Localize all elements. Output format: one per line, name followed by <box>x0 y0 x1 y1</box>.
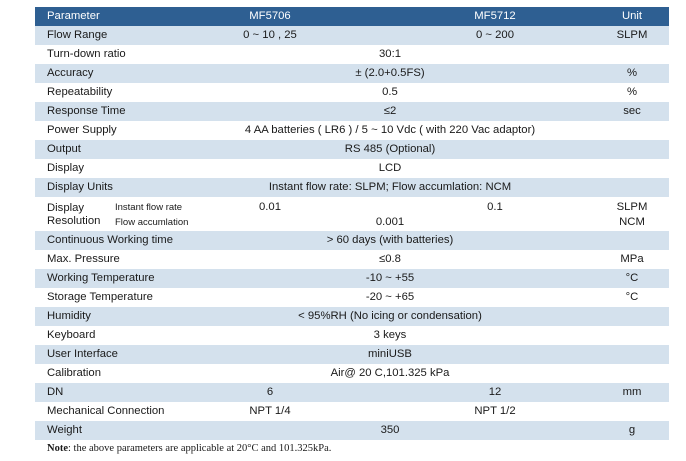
header-model-mf5712: MF5712 <box>474 10 516 22</box>
table-row <box>35 121 669 140</box>
row-value: 30:1 <box>379 48 401 60</box>
row-param: Accuracy <box>47 67 94 79</box>
table-row <box>35 159 669 178</box>
table-row <box>35 26 669 45</box>
row-param: User Interface <box>47 348 118 360</box>
row-param: Continuous Working time <box>47 234 173 246</box>
row-param: Power Supply <box>47 124 117 136</box>
row-param: Turn-down ratio <box>47 48 126 60</box>
table-row <box>35 402 669 421</box>
table-row <box>35 421 669 440</box>
row-value-mf5706: 0 ~ 10 , 25 <box>243 29 297 41</box>
row-value: miniUSB <box>368 348 412 360</box>
row-param: Max. Pressure <box>47 253 120 265</box>
row-unit: °C <box>625 272 639 284</box>
table-row <box>35 364 669 383</box>
table-row <box>35 288 669 307</box>
row-value-mf5712: NPT 1/2 <box>474 405 516 417</box>
row-value: 0.001 <box>375 216 405 228</box>
row-value: > 60 days (with batteries) <box>326 234 454 246</box>
row-value-mf5706: 6 <box>266 386 274 398</box>
table-row <box>35 140 669 159</box>
row-unit: °C <box>625 291 639 303</box>
header-model-mf5706: MF5706 <box>249 10 291 22</box>
row-value: 4 AA batteries ( LR6 ) / 5 ~ 10 Vdc ( with 220 Vac adaptor) <box>244 124 536 136</box>
row-param: Display Units <box>47 181 113 193</box>
sub-label: Instant flow rate <box>115 202 183 213</box>
row-param: Repeatability <box>47 86 113 98</box>
row-unit: % <box>626 86 638 98</box>
row-param: Display <box>47 162 85 174</box>
table-row <box>35 307 669 326</box>
row-param: Display <box>47 202 85 214</box>
table-row <box>35 326 669 345</box>
table-row <box>35 178 669 197</box>
row-value-mf5712: 0.1 <box>487 201 503 213</box>
row-value: 0.5 <box>382 86 398 98</box>
row-value: ≤0.8 <box>379 253 401 265</box>
row-unit: SLPM <box>616 29 648 41</box>
row-unit: % <box>626 67 638 79</box>
row-unit: NCM <box>619 216 645 228</box>
row-value: ± (2.0+0.5FS) <box>355 67 425 79</box>
note-label: Note <box>47 443 68 454</box>
row-value: Air@ 20 C,101.325 kPa <box>330 367 450 379</box>
table-header <box>35 7 669 26</box>
row-value: 3 keys <box>373 329 407 341</box>
table-row <box>35 383 669 402</box>
table-row <box>35 102 669 121</box>
row-param: DN <box>47 386 64 398</box>
row-param: Flow Range <box>47 29 108 41</box>
row-value: RS 485 (Optional) <box>344 143 436 155</box>
footnote <box>47 443 331 454</box>
table-row-resolution <box>35 197 669 231</box>
table-row <box>35 231 669 250</box>
table-row <box>35 45 669 64</box>
row-param: Response Time <box>47 105 126 117</box>
spec-table <box>35 7 669 440</box>
row-value-mf5706: 0.01 <box>259 201 281 213</box>
row-param: Calibration <box>47 367 102 379</box>
row-value-mf5712: 12 <box>488 386 502 398</box>
row-param: Mechanical Connection <box>47 405 165 417</box>
row-param: Weight <box>47 424 82 436</box>
row-unit: SLPM <box>616 201 648 213</box>
row-value: 350 <box>380 424 400 436</box>
row-unit: sec <box>623 105 641 117</box>
row-value: -10 ~ +55 <box>365 272 415 284</box>
table-row <box>35 250 669 269</box>
row-value: ≤2 <box>383 105 397 117</box>
table-row <box>35 64 669 83</box>
row-param: Humidity <box>47 310 91 322</box>
row-param: Keyboard <box>47 329 96 341</box>
row-unit: mm <box>622 386 642 398</box>
table-row <box>35 83 669 102</box>
table-row <box>35 269 669 288</box>
row-value: -20 ~ +65 <box>365 291 415 303</box>
row-value-mf5706: NPT 1/4 <box>249 405 291 417</box>
row-value: LCD <box>378 162 402 174</box>
row-param: Storage Temperature <box>47 291 153 303</box>
header-unit: Unit <box>621 10 643 22</box>
row-unit: MPa <box>620 253 644 265</box>
sub-label: Flow accumlation <box>115 217 189 228</box>
note-text: : the above parameters are applicable at 20°C and 101.325kPa. <box>68 443 332 454</box>
row-param: Output <box>47 143 81 155</box>
row-value-mf5712: 0 ~ 200 <box>475 29 514 41</box>
row-unit: g <box>628 424 636 436</box>
row-value: Instant flow rate: SLPM; Flow accumlation: NCM <box>268 181 512 193</box>
row-value: < 95%RH (No icing or condensation) <box>298 310 482 322</box>
header-parameter: Parameter <box>47 10 100 22</box>
row-param: Resolution <box>47 215 101 227</box>
row-param: Working Temperature <box>47 272 155 284</box>
table-row <box>35 345 669 364</box>
